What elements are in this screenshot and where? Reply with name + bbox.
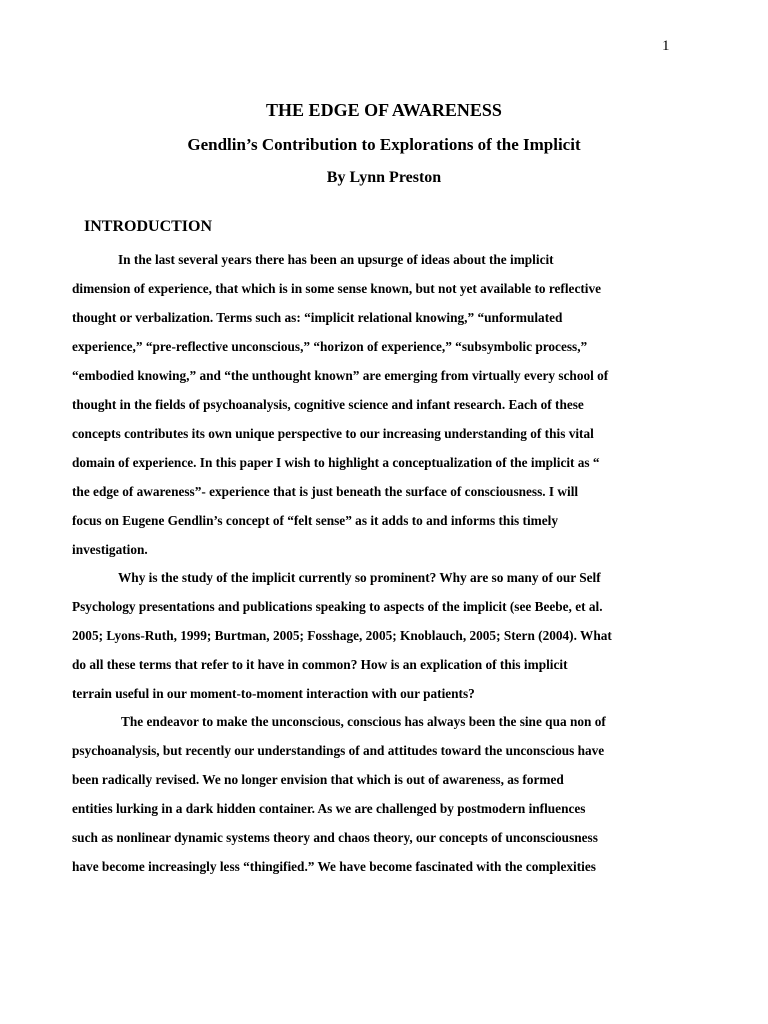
text-line: terrain useful in our moment-to-moment interaction with our patients? [72,686,475,701]
text-line: been radically revised. We no longer envision that which is out of awareness, as formed [72,772,564,787]
document-title: THE EDGE OF AWARENESS [266,100,502,120]
document-subtitle: Gendlin’s Contribution to Explorations of the Implicit [187,135,581,154]
text-line: domain of experience. In this paper I wish to highlight a conceptualization of the implicit as “ [72,455,600,470]
text-line: entities lurking in a dark hidden container. As we are challenged by postmodern influences [72,801,586,816]
section-heading: INTRODUCTION [84,218,213,235]
text-line: the edge of awareness”- experience that is just beneath the surface of consciousness. I will [72,484,579,499]
text-line: investigation. [72,542,148,557]
text-line: focus on Eugene Gendlin’s concept of “felt sense” as it adds to and informs this timely [72,513,558,528]
text-line: have become increasingly less “thingified.” We have become fascinated with the complexities [72,859,596,874]
page-number: 1 [662,38,670,54]
author-byline: By Lynn Preston [326,169,442,186]
text-line: experience,” “pre-reflective unconscious,” “horizon of experience,” “subsymbolic process,” [72,339,588,354]
text-line: concepts contributes its own unique perspective to our increasing understanding of this vital [72,426,594,441]
text-line: do all these terms that refer to it have in common? How is an explication of this implicit [72,657,568,672]
text-line: The endeavor to make the unconscious, conscious has always been the sine qua non of [121,714,606,729]
text-line: dimension of experience, that which is in some sense known, but not yet available to reflective [72,281,602,296]
text-line: psychoanalysis, but recently our understandings of and attitudes toward the unconscious have [72,743,605,758]
text-line: “embodied knowing,” and “the unthought known” are emerging from virtually every school of [72,368,609,383]
text-line: Why is the study of the implicit currently so prominent? Why are so many of our Self [118,570,601,585]
text-line: thought or verbalization. Terms such as: “implicit relational knowing,” “unformulated [72,310,563,325]
text-line: 2005; Lyons-Ruth, 1999; Burtman, 2005; Fosshage, 2005; Knoblauch, 2005; Stern (2004). What [72,628,612,643]
text-line: In the last several years there has been an upsurge of ideas about the implicit [118,252,554,267]
text-line: thought in the fields of psychoanalysis, cognitive science and infant research. Each of these [72,397,584,412]
text-line: Psychology presentations and publications speaking to aspects of the implicit (see Beebe, et al. [72,599,603,614]
text-line: such as nonlinear dynamic systems theory and chaos theory, our concepts of unconsciousness [72,830,598,845]
